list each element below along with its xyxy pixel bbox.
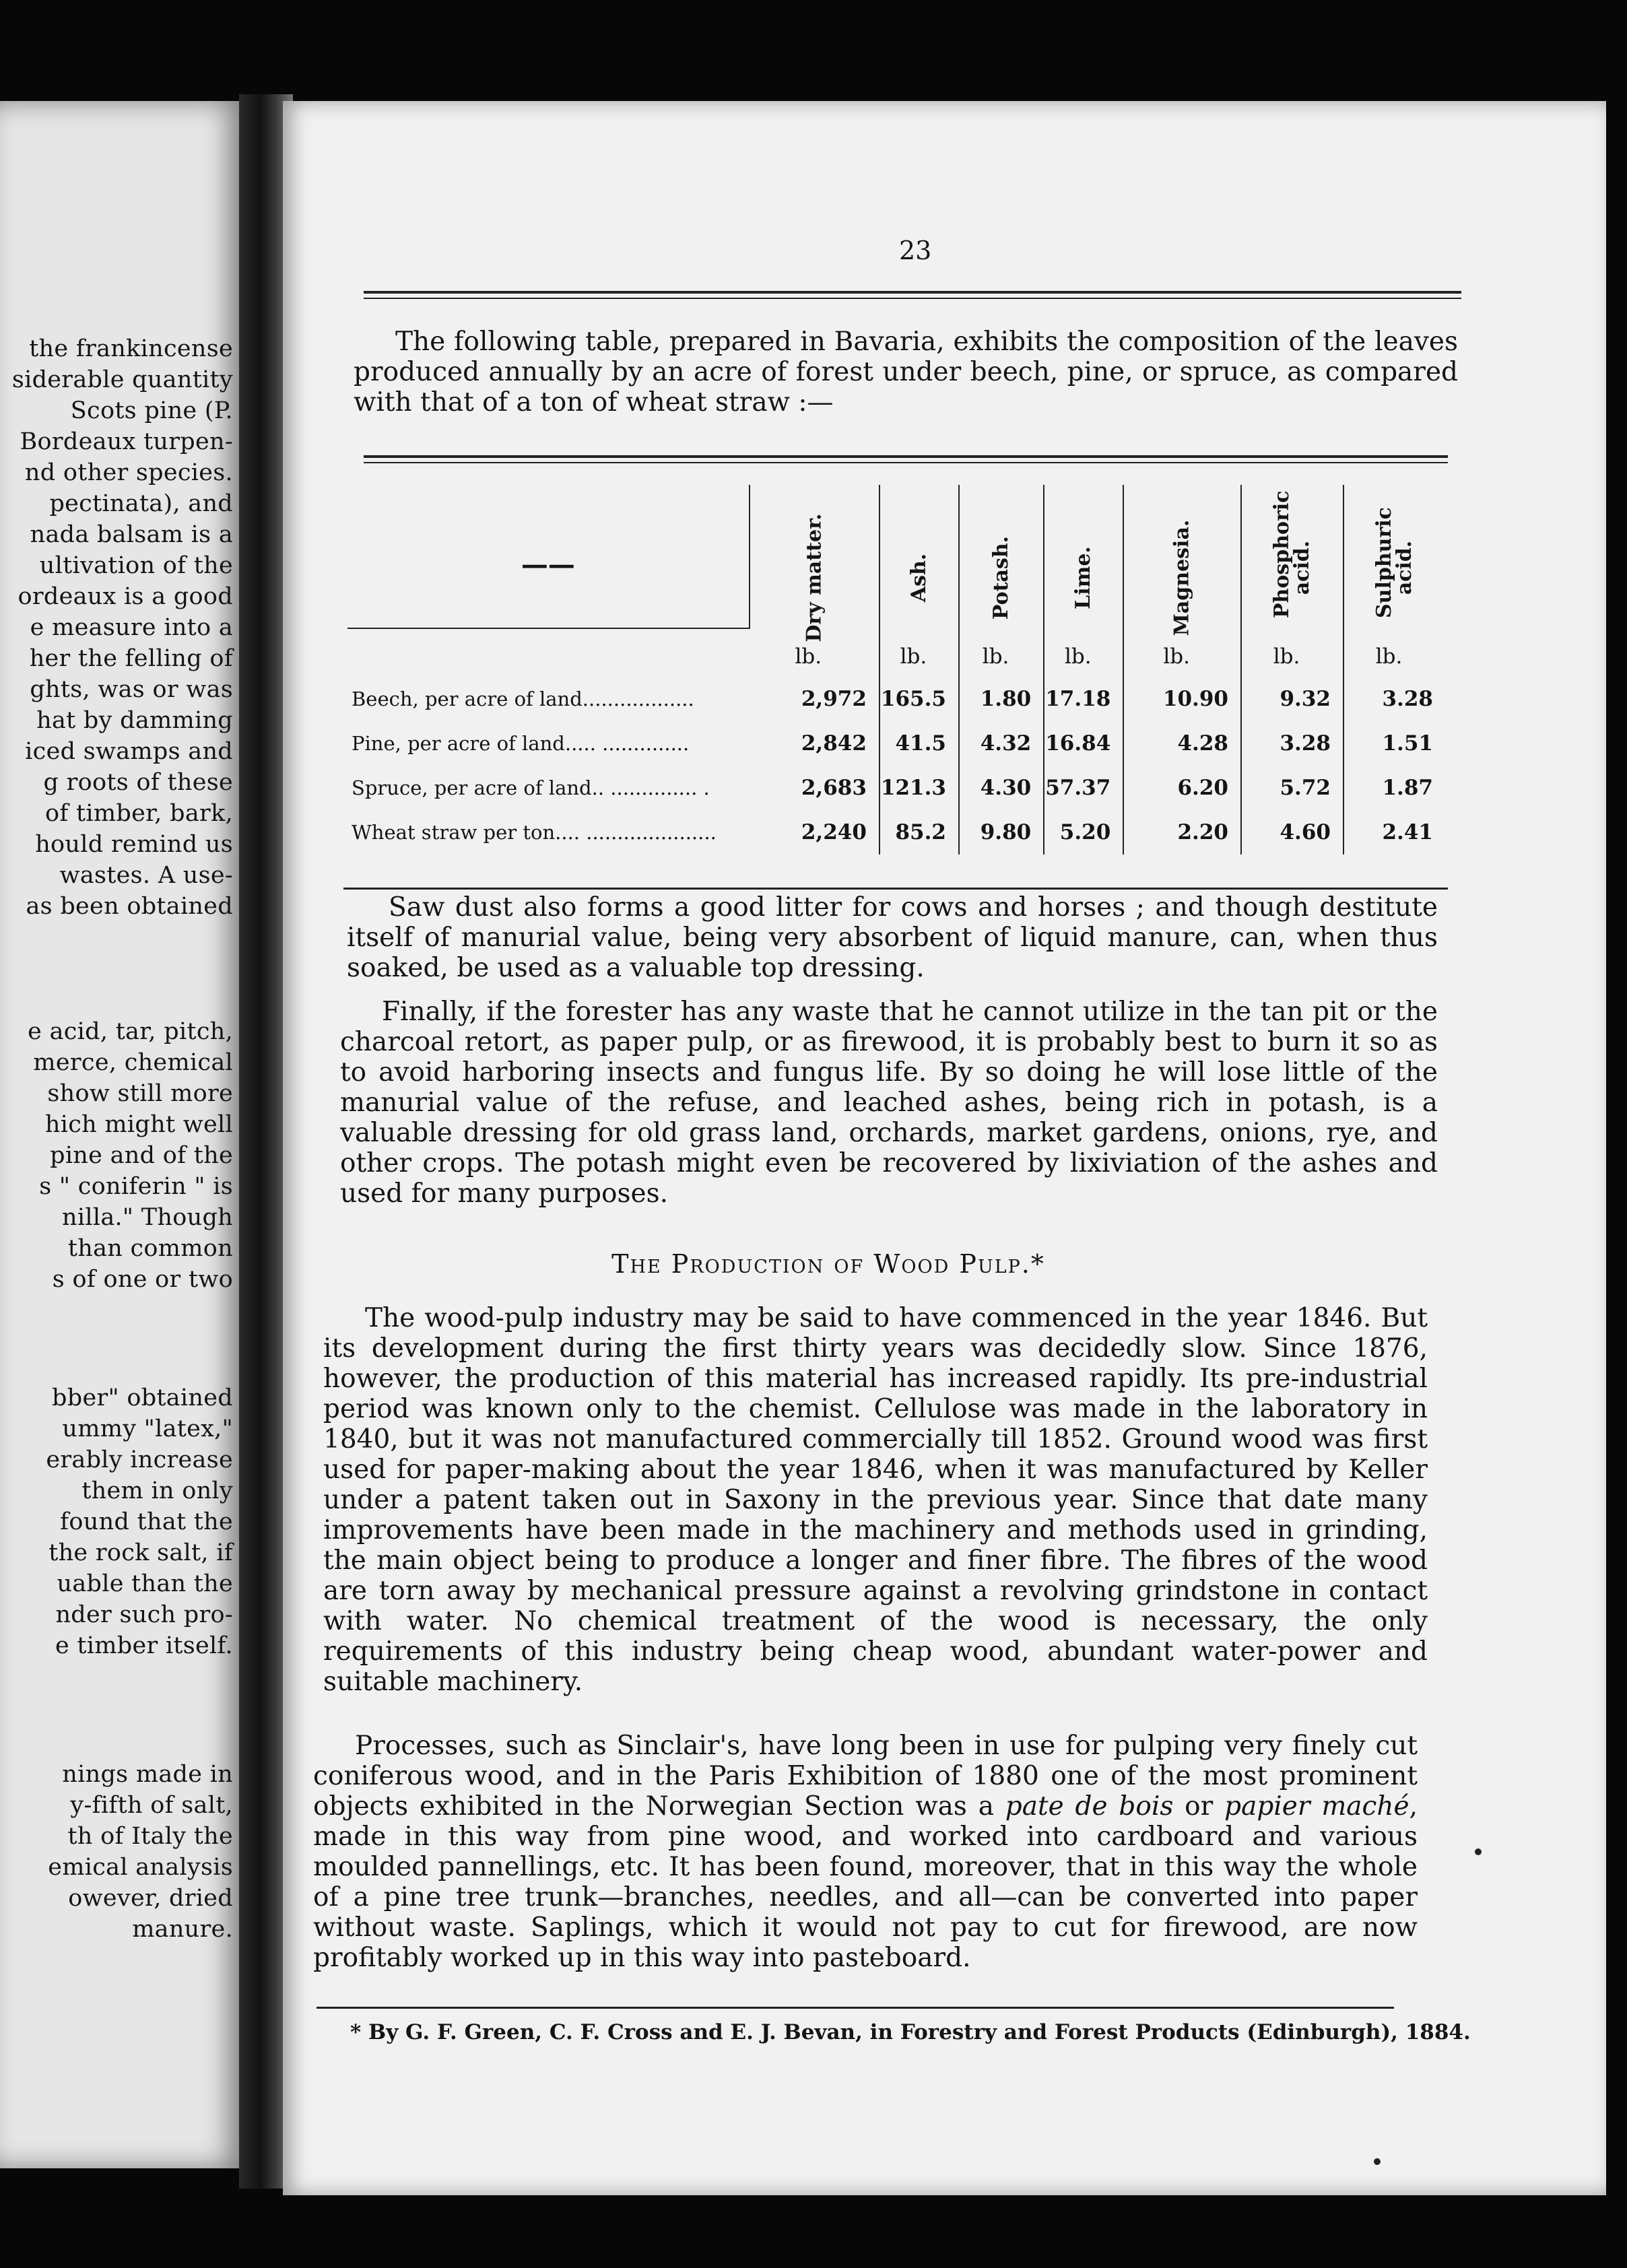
left-line: nd other species. <box>24 459 233 486</box>
column-header: Phosphoric acid. <box>1241 485 1343 628</box>
column-header: Dry matter. <box>750 485 879 628</box>
row-label: Pine, per acre of land..... .............. <box>352 732 690 755</box>
row-label: Spruce, per acre of land.. .............. . <box>352 776 710 799</box>
table-cell: 85.2 <box>879 810 959 855</box>
sawdust-paragraph: Saw dust also forms a good litter for cows and horses ; and though destitute itself of manurial value, being very absorbent of liquid manure, can, when thus soaked, be used as a valuable top dressing. <box>347 892 1438 983</box>
italic-term: pate de bois <box>1005 1791 1174 1822</box>
page-number: 23 <box>899 236 932 265</box>
left-line: as been obtained <box>26 893 233 920</box>
table-cell: 9.80 <box>959 810 1044 855</box>
italic-term: papier maché <box>1224 1791 1409 1822</box>
column-header: Lime. <box>1044 485 1123 628</box>
processes-paragraph: Processes, such as Sinclair's, have long been in use for pulping very finely cut coniferous wood, and in the Paris Exhibition of 1880 one of the most prominent objects exhibited in the Norwegian Section was a pate de bois or papier maché, made in this way from pine wood, and worked into cardboard and various moulded pannellings, etc. It has been found, moreover, that in this way the whole of a pine tree trunk—branches, needles, and all—can be converted into paper without waste. Saplings, which it would not pay to cut for firewood, are now profitably worked up in this way into pasteboard. <box>313 1731 1418 1973</box>
table-cell: 165.5 <box>879 677 959 721</box>
table-cell: 3.28 <box>1241 721 1343 766</box>
left-line: emical analysis <box>48 1854 233 1881</box>
unit-cell: lb. <box>959 628 1044 677</box>
table-row <box>347 810 1445 855</box>
table-cell: 5.72 <box>1241 766 1343 810</box>
left-line: Scots pine (P. <box>70 397 233 424</box>
units-row <box>347 628 1445 677</box>
table-label-header: —— <box>347 485 750 628</box>
table-cell: 2,240 <box>750 810 879 855</box>
left-line: uable than the <box>57 1570 233 1597</box>
left-line: th of Italy the <box>67 1823 233 1850</box>
table-row <box>347 721 1445 766</box>
table-cell: 1.51 <box>1382 731 1433 756</box>
left-line: nings made in <box>62 1761 233 1788</box>
left-line: ghts, was or was <box>30 676 233 703</box>
table-top-rule <box>364 455 1448 463</box>
left-line: hich might well <box>44 1111 233 1138</box>
table-cell: 121.3 <box>879 766 959 810</box>
header-rule <box>364 291 1461 299</box>
composition-table <box>347 485 1445 855</box>
unit-cell: lb. <box>1375 644 1403 669</box>
left-line: wastes. A use- <box>59 862 233 889</box>
left-line: y-fifth of salt, <box>70 1792 233 1819</box>
table-row <box>347 677 1445 721</box>
left-line: nada balsam is a <box>30 521 233 548</box>
table-cell: 16.84 <box>1044 721 1123 766</box>
left-line: e measure into a <box>30 614 233 641</box>
left-line: s of one or two <box>52 1266 233 1293</box>
table-row <box>347 766 1445 810</box>
left-line: hould remind us <box>35 831 233 858</box>
left-line: bber" obtained <box>52 1385 233 1411</box>
unit-cell: lb. <box>1044 628 1123 677</box>
column-header: Magnesia. <box>1123 485 1241 628</box>
table-cell: 2,972 <box>750 677 879 721</box>
unit-cell: lb. <box>1241 628 1343 677</box>
left-line: ordeaux is a good <box>18 583 233 610</box>
table-cell: 4.60 <box>1241 810 1343 855</box>
intro-paragraph: The following table, prepared in Bavaria, exhibits the composition of the leaves produced annually by an acre of forest under beech, pine, or spruce, as compared with that of a ton of wheat straw :— <box>354 327 1458 418</box>
left-line: the frankincense <box>29 335 233 362</box>
left-line: manure. <box>132 1916 233 1943</box>
left-line: s " coniferin " is <box>39 1173 233 1200</box>
left-line: erably increase <box>46 1446 233 1473</box>
left-line: e timber itself. <box>55 1632 233 1659</box>
table-cell: 4.28 <box>1123 721 1241 766</box>
left-line: pine and of the <box>50 1142 233 1169</box>
table-cell: 2.20 <box>1123 810 1241 855</box>
section-heading: The Production of Wood Pulp.* <box>611 1249 1045 1279</box>
table-cell: 4.32 <box>959 721 1044 766</box>
table-cell: 2.41 <box>1382 820 1433 844</box>
column-header: Ash. <box>879 485 959 628</box>
footnote: * By G. F. Green, C. F. Cross and E. J. Bevan, in Forestry and Forest Products (Edinburgh), 1884. <box>350 2020 1471 2044</box>
table-cell: 9.32 <box>1241 677 1343 721</box>
left-line: ultivation of the <box>39 552 233 579</box>
left-line: siderable quantity <box>11 366 233 393</box>
left-line: them in only <box>81 1477 233 1504</box>
table-cell: 1.87 <box>1382 776 1433 800</box>
left-line: e acid, tar, pitch, <box>28 1018 233 1045</box>
left-line: nilla." Though <box>62 1204 233 1231</box>
table-cell: 10.90 <box>1123 677 1241 721</box>
row-label: Wheat straw per ton.... ..................... <box>352 821 717 844</box>
left-line: show still more <box>47 1080 233 1107</box>
unit-cell: lb. <box>879 628 959 677</box>
table-bottom-rule <box>343 888 1448 890</box>
wood-pulp-paragraph: The wood-pulp industry may be said to have commenced in the year 1846. But its development during the first thirty years was decidedly slow. Since 1876, however, the production of this material has increased rapidly. Its pre-industrial period was known only to the chemist. Cellulose was made in the laboratory in 1840, but it was not manufactured commercially till 1852. Ground wood was first used for paper-making about the year 1846, when it was manufactured by Keller under a patent taken out in Saxony in the previous year. Since that date many improvements have been made in the machinery and methods used in grinding, the main object being to produce a longer and finer fibre. The fibres of the wood are torn away by mechanical pressure against a revolving grindstone in contact with water. No chemical treatment of the wood is necessary, the only requirements of this industry being cheap wood, abundant water-power and suitable machinery. <box>323 1303 1428 1697</box>
table-cell: 41.5 <box>879 721 959 766</box>
table-cell: 2,683 <box>750 766 879 810</box>
left-line: owever, dried <box>68 1885 233 1912</box>
speck <box>1374 2158 1381 2165</box>
table-cell: 1.80 <box>959 677 1044 721</box>
table-cell: 57.37 <box>1044 766 1123 810</box>
left-line: Bordeaux turpen- <box>20 428 233 455</box>
speck <box>1475 1848 1482 1855</box>
unit-cell: lb. <box>750 628 879 677</box>
left-line: g roots of these <box>43 769 233 796</box>
left-line: nder such pro- <box>55 1601 233 1628</box>
table-cell: 6.20 <box>1123 766 1241 810</box>
left-line: merce, chemical <box>33 1049 233 1076</box>
finally-paragraph: Finally, if the forester has any waste that he cannot utilize in the tan pit or the charcoal retort, as paper pulp, or as firewood, it is probably best to burn it so as to avoid harboring insects and fungus life. By so doing he will lose little of the manurial value of the refuse, and leached ashes, being rich in potash, is a valuable dressing for old grass land, orchards, market gardens, onions, rye, and other crops. The potash might even be recovered by lixiviation of the ashes and used for many purposes. <box>340 997 1438 1209</box>
left-page-fragment <box>0 101 242 2168</box>
table-cell: 5.20 <box>1044 810 1123 855</box>
column-header: Sulphuric acid. <box>1372 507 1416 618</box>
left-page-text <box>0 333 233 1945</box>
table-cell: 3.28 <box>1382 687 1433 711</box>
table-cell: 4.30 <box>959 766 1044 810</box>
table-cell: 17.18 <box>1044 677 1123 721</box>
left-line: than common <box>67 1235 233 1262</box>
left-line: the rock salt, if <box>48 1539 233 1566</box>
table-cell: 2,842 <box>750 721 879 766</box>
column-header: Potash. <box>959 485 1044 628</box>
unit-cell: lb. <box>1123 628 1241 677</box>
left-line: hat by damming <box>36 707 233 734</box>
left-line: found that the <box>60 1508 233 1535</box>
left-line: iced swamps and <box>25 738 233 765</box>
left-line: of timber, bark, <box>45 800 233 827</box>
left-line: pectinata), and <box>49 490 233 517</box>
row-label: Beech, per acre of land.................. <box>352 688 694 710</box>
left-line: ummy "latex," <box>62 1415 233 1442</box>
left-line: her the felling of <box>29 645 233 672</box>
footnote-rule <box>317 2007 1394 2009</box>
